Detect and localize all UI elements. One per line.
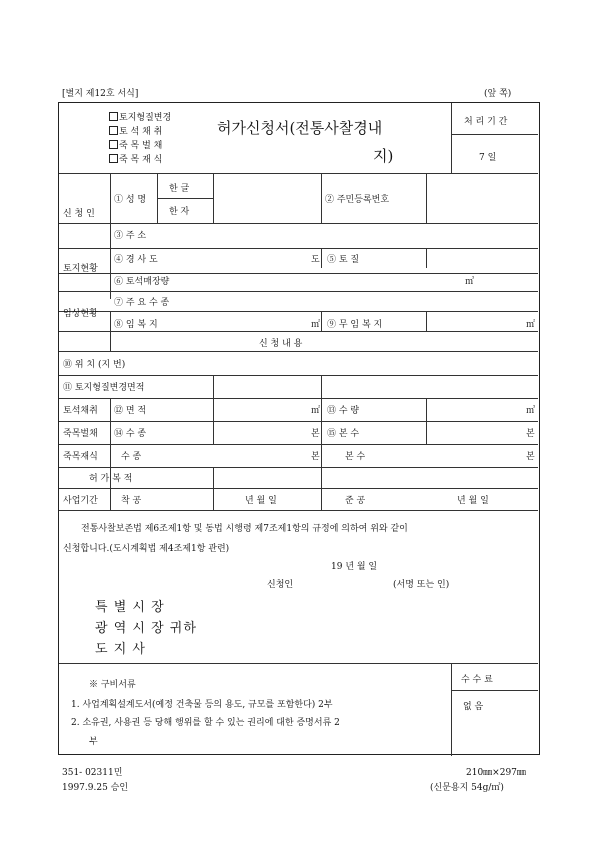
sign-or-seal: (서명 또는 인) [393,580,450,590]
paper-type: (신문용지 54g/㎡) [430,783,504,793]
cutting-count-unit: 본 [526,429,535,439]
reserve-unit: ㎥ [465,277,475,287]
application-date: 19 년 월 일 [331,562,378,572]
paper-size: 210㎜×297㎜ [466,768,526,778]
completion-label: 준 공 [345,496,366,506]
location-label: ⑩ 위 치 (지 번) [63,360,126,370]
species-label: ⑦ 주 요 수 종 [114,298,170,308]
applicant-signature-label: 신청인 [267,580,294,590]
check-timber-cutting[interactable]: 죽 목 벌 채 [119,141,163,151]
required-doc-2-cont: 부 [89,737,98,747]
unforested-label: ⑨ 무 임 복 지 [327,320,383,330]
address-label: ③ 주 소 [114,231,147,241]
required-doc-2: 2. 소유권, 사용권 등 당해 행위를 할 수 있는 권리에 대한 증명서류 2 [71,718,340,728]
form-number: [별지 제12호 서식] [62,89,139,99]
reserve-label: ⑥ 토석매장량 [114,277,170,287]
start-date: 년 월 일 [245,496,277,506]
page-side-label: (앞 쪽) [484,89,512,99]
soil-label: ⑤ 토 질 [327,255,360,265]
planting-count-label: 본 수 [345,452,366,462]
extraction-qty-unit: ㎥ [526,406,536,416]
check-timber-planting[interactable]: 죽 목 재 식 [119,155,163,165]
required-docs-title: ※ 구비서류 [89,680,136,690]
processing-period-label: 처 리 기 간 [464,117,508,127]
applicant-group: 신 청 인 [63,209,95,219]
planting-group: 죽목재식 [63,452,98,462]
land-group: 토지현황 [63,264,98,274]
check-land-change[interactable]: 토지형질변경 [119,113,172,123]
approval-date: 1997.9.25 승인 [62,783,129,793]
name-label: ① 성 명 [114,195,147,205]
extraction-area-unit: ㎡ [311,406,321,416]
slope-unit: 도 [311,255,320,265]
processing-period-value: 7 일 [479,153,497,163]
extraction-group: 토석채취 [63,406,98,416]
addressee-special-city: 특 별 시 장 [95,600,165,615]
planting-species-unit: 본 [311,452,320,462]
business-period-label: 사업기간 [63,496,98,506]
slope-label: ④ 경 사 도 [114,255,158,265]
cutting-species-unit: 본 [311,429,320,439]
planting-species-label: 수 종 [121,452,142,462]
rrn-label: ② 주민등록번호 [325,195,390,205]
hangul-label: 한 글 [169,184,190,194]
forested-unit: ㎡ [311,320,321,330]
planting-count-unit: 본 [526,452,535,462]
cutting-count-label: ⑮ 본 수 [327,429,360,439]
application-form [58,102,540,755]
addressee-province: 도 지 사 [95,642,146,657]
forest-group: 임상현황 [63,309,98,319]
completion-date: 년 월 일 [457,496,489,506]
unforested-unit: ㎡ [526,320,536,330]
forested-label: ⑧ 임 복 지 [114,320,158,330]
extraction-qty-label: ⑬ 수 량 [327,406,360,416]
hanja-label: 한 자 [169,207,190,217]
cutting-group: 죽목벌채 [63,429,98,439]
form-title-cont: 지) [373,147,394,165]
form-code: 351- 02311민 [62,768,123,778]
declaration-line1: 전통사찰보존법 제6조제1항 및 동법 시행령 제7조제1항의 규정에 의하여 위와 같이 [81,524,408,534]
fee-label: 수 수 료 [461,675,493,685]
request-heading: 신 청 내 용 [259,339,303,349]
restoration-label: 허 가 복 적 [89,474,133,484]
fee-value: 없 음 [463,702,484,712]
form-title: 허가신청서(전통사찰경내 [217,119,383,137]
required-doc-1: 1. 사업계획설계도서(예정 건축물 등의 용도, 규모를 포함한다) 2부 [71,700,333,710]
start-label: 착 공 [121,496,142,506]
area-change-label: ⑪ 토지형질변경면적 [63,383,145,393]
addressee-metro-city: 광 역 시 장 귀하 [95,621,197,636]
extraction-area-label: ⑫ 면 적 [114,406,147,416]
cutting-species-label: ⑭ 수 종 [114,429,147,439]
check-soil-extraction[interactable]: 토 석 채 취 [119,127,163,137]
declaration-line2: 신청합니다.(도시계획법 제4조제1항 관련) [63,544,230,554]
